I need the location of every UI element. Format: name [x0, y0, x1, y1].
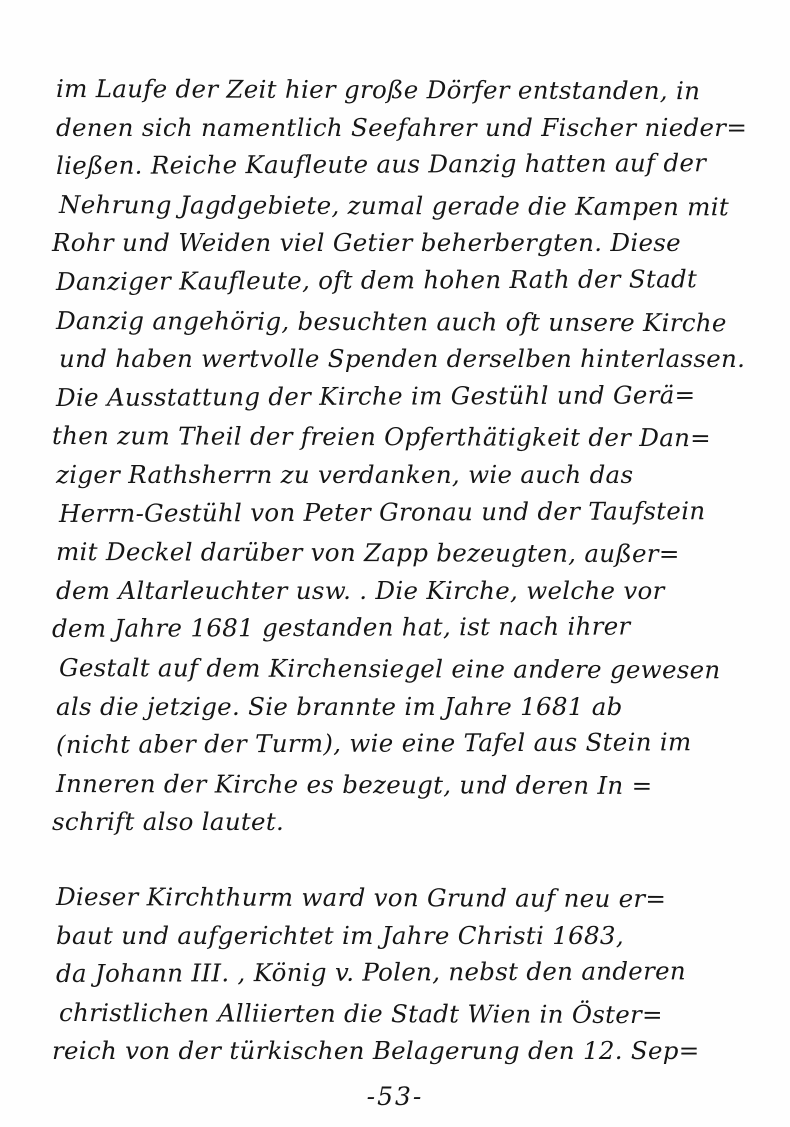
- text-line: dem Altarleuchter usw. . Die Kirche, welche vor: [56, 575, 665, 605]
- text-line: Inneren der Kirche es bezeugt, und deren In =: [55, 768, 653, 800]
- text-line: denen sich namentlich Seefahrer und Fischer nieder=: [56, 112, 748, 142]
- text-line: Danziger Kaufleute, oft dem hohen Rath der Stadt: [55, 264, 698, 296]
- text-line: im Laufe der Zeit hier große Dörfer entstanden, in: [55, 74, 701, 106]
- text-line: christlichen Alliierten die Stadt Wien in Öster=: [58, 997, 663, 1029]
- text-line: mit Deckel darüber von Zapp bezeugten, außer=: [55, 537, 680, 569]
- text-line: Danzig angehörig, besuchten auch oft unsere Kirche: [55, 305, 727, 337]
- page-number: -53-: [366, 1082, 424, 1111]
- text-line: Die Ausstattung der Kirche im Gestühl und Gerä=: [55, 379, 696, 412]
- paragraph-second: [52, 878, 756, 1071]
- text-line: und haben wertvolle Spenden derselben hinterlassen.: [59, 344, 746, 374]
- text-line: baut und aufgerichtet im Jahre Christi 1683,: [56, 920, 624, 950]
- text-line: (nicht aber der Turm), wie eine Tafel aus Stein im: [55, 727, 692, 760]
- text-line: Dieser Kirchthurm ward von Grund auf neu er=: [55, 882, 667, 914]
- text-line: Gestalt auf dem Kirchensiegel eine andere gewesen: [58, 652, 721, 685]
- text-line: Nehrung Jagdgebiete, zumal gerade die Kampen mit: [58, 189, 730, 222]
- text-line: schrift also lautet.: [52, 807, 285, 837]
- text-line: then zum Theil der freien Opferthätigkeit der Dan=: [51, 421, 712, 453]
- text-line: Rohr und Weiden viel Getier beherbergten. Diese: [52, 228, 681, 258]
- text-line: Herrn-Gestühl von Peter Gronau und der Taufstein: [58, 495, 706, 528]
- text-line: da Johann III. , König v. Polen, nebst den anderen: [55, 956, 687, 989]
- paragraph-first: [51, 70, 756, 842]
- text-line: dem Jahre 1681 gestanden hat, ist nach ihrer: [51, 611, 631, 644]
- text-line: ziger Rathsherrn zu verdanken, wie auch das: [56, 459, 634, 489]
- text-line: reich von der türkischen Belagerung den 12. Sep=: [52, 1036, 700, 1066]
- text-line: als die jetzige. Sie brannte im Jahre 1681 ab: [56, 691, 623, 721]
- text-line: ließen. Reiche Kaufleute aus Danzig hatten auf der: [55, 148, 707, 181]
